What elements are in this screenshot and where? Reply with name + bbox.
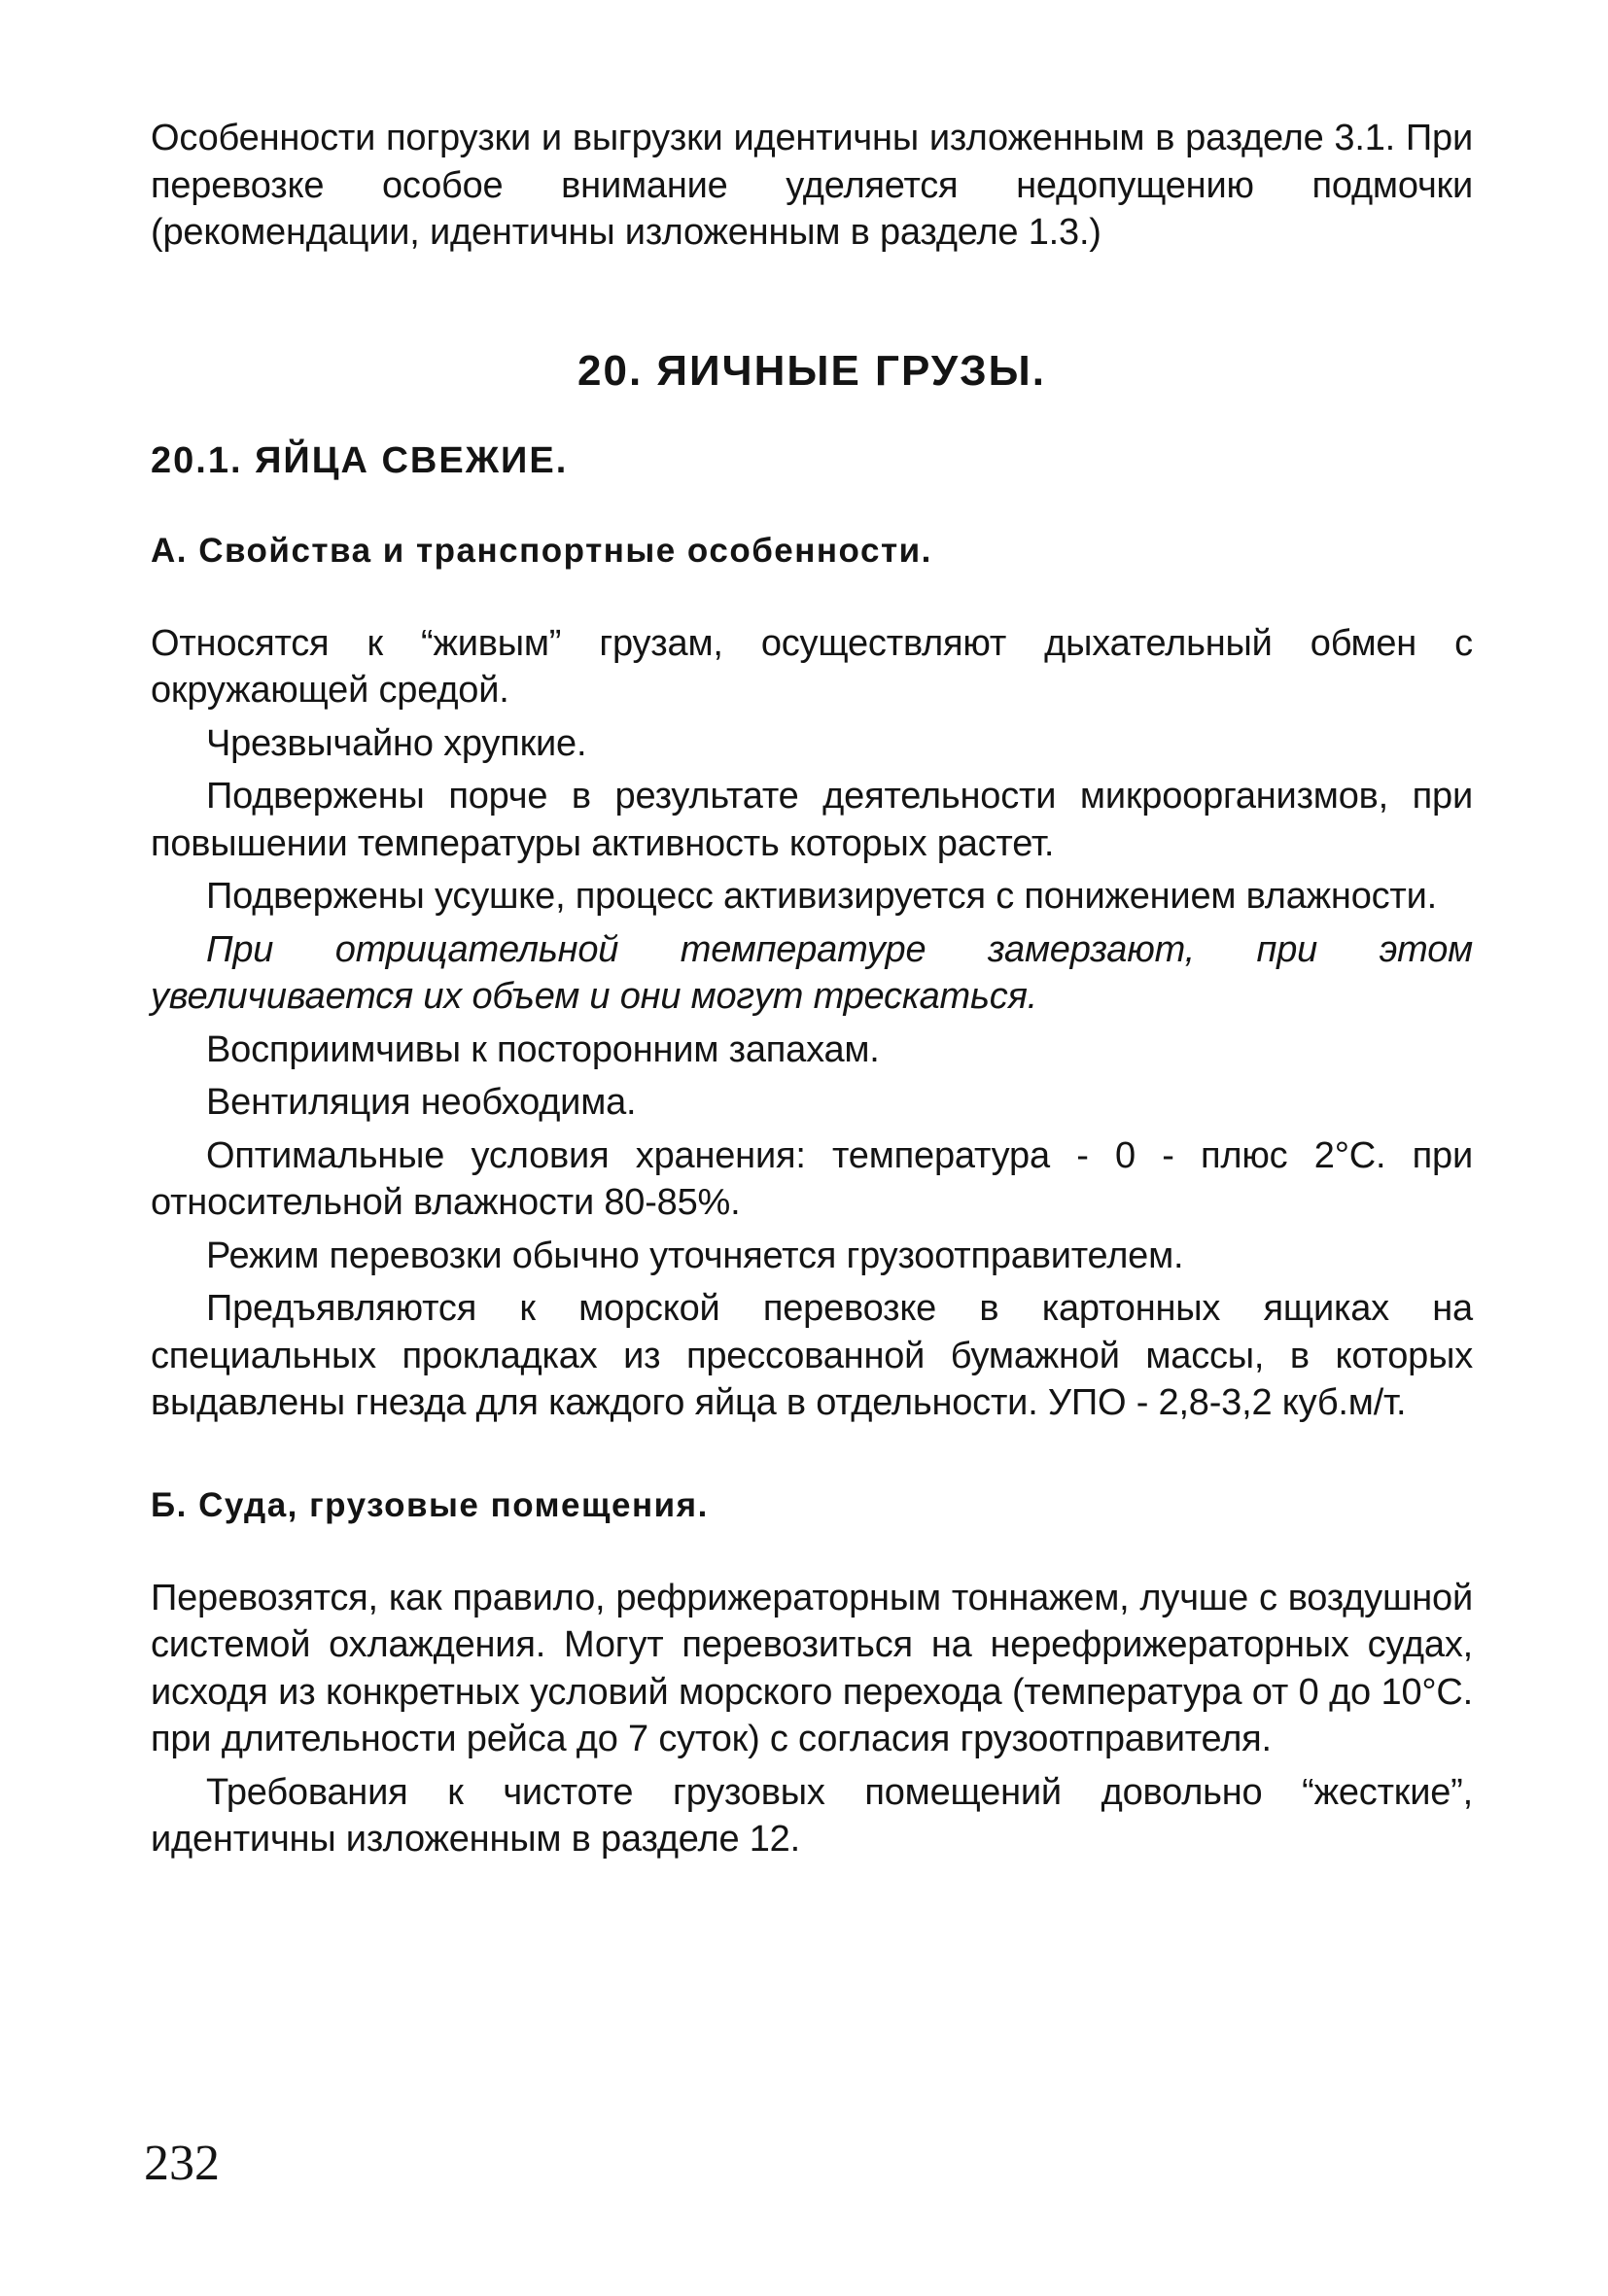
page-number: 232 — [144, 2136, 220, 2191]
page-body — [151, 115, 1473, 1863]
subsection-b-paragraph: Требования к чистоте грузовых помещений довольно “жесткие”, идентичны изложенным в разделе 12. — [151, 1771, 1473, 1860]
subsection-a-paragraph: Подвержены усушке, процесс активизируется с понижением влажности. — [206, 876, 1438, 917]
subsection-a-paragraph: Относятся к “живым” грузам, осуществляют дыхательный обмен с окружающей средой. — [151, 622, 1473, 711]
intro-paragraph: Особенности погрузки и выгрузки идентичны изложенным в разделе 3.1. При перевозке особое внимание уделяется недопущению подмочки (рекомендации, идентичны изложенным в разделе 1.3.) — [151, 118, 1473, 253]
subsection-b-title: Б. Суда, грузовые помещения. — [151, 1485, 709, 1524]
subsection-a-paragraph: Вентиляция необходима. — [206, 1082, 637, 1123]
subsection-a-paragraph-italic: При отрицательной температуре замерзают, при этом увеличивается их объем и они могут трескаться. — [151, 928, 1473, 1017]
subsection-a-title: А. Свойства и транспортные особенности. — [151, 531, 932, 570]
subsection-a-paragraph: Подвержены порче в результате деятельности микроорганизмов, при повышении температуры активность которых растет. — [151, 776, 1473, 864]
subsection-a-paragraph: Восприимчивы к посторонним запахам. — [206, 1028, 880, 1070]
subsection-a-paragraph: Режим перевозки обычно уточняется грузоотправителем. — [206, 1235, 1184, 1276]
subsection-a-paragraph: Чрезвычайно хрупкие. — [206, 722, 587, 764]
subsection-a-paragraph: Предъявляются к морской перевозке в картонных ящиках на специальных прокладках из прессованной бумажной массы, в которых выдавлены гнезда для каждого яйца в отдельности. УПО - 2,8-3,2 куб.м/т. — [151, 1288, 1473, 1423]
chapter-title: 20. ЯИЧНЫЕ ГРУЗЫ. — [577, 346, 1046, 395]
subsection-b-paragraph: Перевозятся, как правило, рефрижераторным тоннажем, лучше с воздушной системой охлаждения. Могут перевозиться на нерефрижераторных судах, исходя из конкретных условий морского перехода (температура от 0 до 10°С. при длительности рейса до 7 суток) с согласия грузоотправителя. — [151, 1577, 1473, 1759]
section-title: 20.1. ЯЙЦА СВЕЖИЕ. — [151, 439, 569, 481]
subsection-a-paragraph: Оптимальные условия хранения: температура - 0 - плюс 2°С. при относительной влажности 80-85%. — [151, 1134, 1473, 1223]
